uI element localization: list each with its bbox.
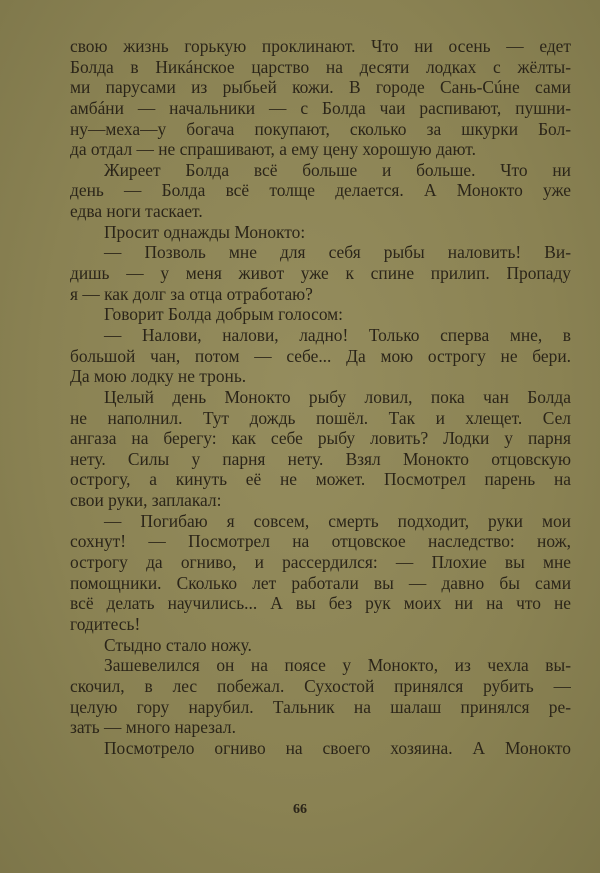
text-line: Да мою лодку не тронь. <box>70 366 247 387</box>
text-line: Целый день Монокто рыбу ловил, пока чан Болда <box>104 386 571 407</box>
text-line: — Погибаю я совсем, смерть подходит, руки мои <box>104 510 571 531</box>
text-line: помощники. Сколько лет работали вы — давно бы сами <box>70 572 571 593</box>
text-line: да отдал — не спрашивают, а ему цену хорошую дают. <box>70 139 476 160</box>
text-line: свои руки, заплакал: <box>70 490 222 511</box>
text-line: скочил, в лес побежал. Сухостой принялся рубить — <box>70 675 571 696</box>
text-line: Болда в Никáнское царство на десяти лодках с жёлты- <box>70 56 571 77</box>
text-line: Говорит Болда добрым голосом: <box>104 304 344 325</box>
text-line: ангаза на берегу: как себе рыбу ловить? Лодки у парня <box>70 428 571 449</box>
text-line: целую гору нарубил. Тальник на шалаш принялся ре- <box>70 696 571 717</box>
body-text <box>70 36 571 758</box>
text-line: я — как долг за отца отработаю? <box>70 283 313 304</box>
text-line: всё делать научились... А вы без рук моих ни на что не <box>70 593 571 614</box>
text-line: свою жизнь горькую проклинают. Что ни осень — едет <box>70 36 571 56</box>
text-line: едва ноги таскает. <box>70 201 203 222</box>
text-line: Просит однажды Монокто: <box>104 221 306 242</box>
text-line: Зашевелился он на поясе у Монокто, из чехла вы- <box>104 655 571 676</box>
text-line: день — Болда всё толще делается. А Монокто уже <box>70 180 571 201</box>
text-line: нету. Силы у парня нету. Взял Монокто отцовскую <box>70 448 571 469</box>
text-line: большой чан, потом — себе... Да мою острогу не бери. <box>70 345 571 366</box>
text-line: Жиреет Болда всё больше и больше. Что ни <box>104 159 571 180</box>
text-line: сохнут! — Посмотрел на отцовское наследство: нож, <box>70 531 571 552</box>
text-line: ну—меха—у богача покупают, сколько за шкурки Бол- <box>70 118 571 139</box>
text-line: годитесь! <box>70 613 141 634</box>
text-line: амбáни — начальники — с Болда чаи распивают, пушни- <box>70 97 571 118</box>
page-number: 66 <box>293 802 307 817</box>
text-line: ми парусами из рыбьей кожи. В городе Сань-Сúне сами <box>70 77 571 98</box>
text-line: зать — много нарезал. <box>70 717 236 738</box>
text-line: не наполнил. Тут дождь пошёл. Так и хлещет. Сел <box>70 407 571 428</box>
text-line: острогу, а кинуть её не может. Посмотрел парень на <box>70 469 571 490</box>
text-line: Стыдно стало ножу. <box>104 634 252 655</box>
text-line: острогу да огниво, и рассердился: — Плохие вы мне <box>70 552 571 573</box>
text-line: дишь — у меня живот уже к спине прилип. Пропаду <box>70 263 571 284</box>
text-line: — Налови, налови, ладно! Только сперва мне, в <box>104 324 571 345</box>
text-line: Посмотрело огниво на своего хозяина. А Монокто <box>104 737 571 758</box>
text-line: — Позволь мне для себя рыбы наловить! Ви- <box>104 242 571 263</box>
